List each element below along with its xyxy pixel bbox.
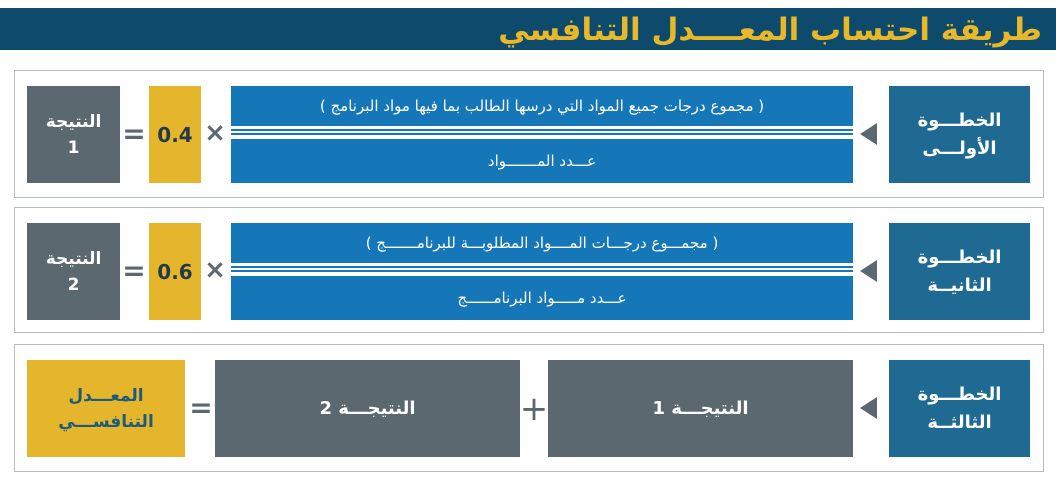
equals-icon: = [122,116,146,150]
result-2-line1: النتيجة [45,248,102,269]
result-1-box [27,86,120,183]
plus-icon: + [519,389,549,429]
step-1-numerator [231,86,853,126]
times-icon: × [204,118,226,148]
step-1-panel [14,70,1044,198]
arrow-left-icon [860,397,877,419]
result-1-line2: 1 [67,137,80,158]
step-1-coefficient [149,86,201,183]
step-1-numerator-text: ( مجموع درجات جميع المواد التي درسها الطالب بما فيها مواد البرنامج ) [319,97,765,115]
arrow-left-icon [860,260,877,282]
result-2-summary-box [215,360,520,457]
step-2-label-line1: الخطـــوة [917,246,1002,268]
step-1-denominator-text: عـــدد المـــــــواد [487,152,597,170]
fraction-bar [231,129,853,135]
times-icon: × [204,255,226,285]
step-2-denominator-text: عـــدد مـــــواد البرنامــــــج [457,289,627,307]
equals-icon: = [189,390,213,424]
competitive-average-box [27,360,185,457]
step-3-panel [14,344,1044,472]
step-3-label-line1: الخطـــوة [917,383,1002,405]
step-2-coefficient [149,223,201,320]
step-3-label [889,360,1030,457]
step-2-label [889,223,1030,320]
step-2-numerator-text: ( مجمـــوع درجـــات المــــواد المطلوبـــة للبرنامـــــــج ) [365,234,719,252]
step-2-coefficient-value: 0.6 [157,259,193,284]
arrow-left-icon [860,123,877,145]
step-2-numerator [231,223,853,263]
result-2-box [27,223,120,320]
result-1-line1: النتيجة [45,111,102,132]
step-1-label-line1: الخطـــوة [917,109,1002,131]
step-3-label-line2: الثالثــة [927,411,992,433]
title-bar [0,8,1056,50]
result-1-summary-box [548,360,853,457]
competitive-average-line1: المعـــدل [68,385,144,406]
result-1-summary-text: النتيجـــة 1 [652,398,749,419]
equals-icon: = [122,253,146,287]
step-2-label-line2: الثانيــة [927,274,992,296]
step-2-denominator [231,276,853,320]
step-1-denominator [231,139,853,183]
step-1-coefficient-value: 0.4 [157,122,193,147]
result-2-line2: 2 [67,274,80,295]
competitive-average-line2: التنافســـي [58,411,154,432]
fraction-bar [231,266,853,272]
step-1-label-line2: الأولـــى [922,137,997,159]
step-1-label [889,86,1030,183]
page-title: طريقة احتساب المعــــدل التنافسي [498,12,1042,48]
step-2-panel [14,207,1044,333]
result-2-summary-text: النتيجـــة 2 [319,398,416,419]
